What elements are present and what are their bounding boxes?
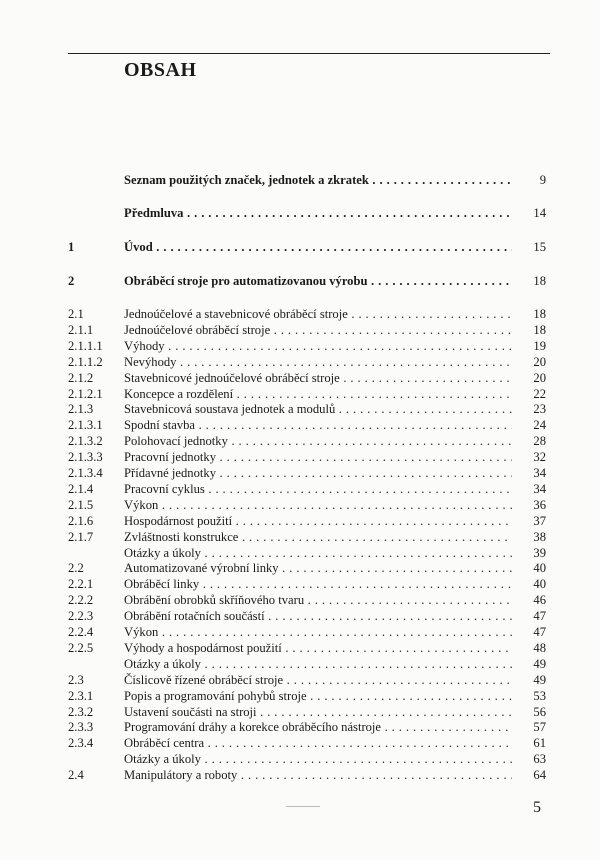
toc-entry-number: 2.1.2 [68,370,94,385]
toc-entry-number: 2.1.3.1 [68,418,103,433]
toc-entry-title: Hospodárnost použití . . [124,513,512,529]
toc-entry [68,640,548,656]
toc-entry-title: Manipulátory a roboty . . [124,767,512,783]
toc-entry-number: 2.3.1 [68,688,94,703]
toc-entry-page: 49 [533,656,546,671]
toc-entry-number: 2.2.3 [68,609,94,624]
toc-entry-number: 2.1.3 [68,402,94,417]
toc-entry-title: Výhody a hospodárnost použití . . [124,640,512,656]
toc-entry [68,370,548,386]
toc-entry-page: 28 [533,434,546,449]
toc-entry [68,576,548,592]
toc-entry-number: 2.1.6 [68,513,94,528]
toc-entry [68,481,548,497]
toc-entry-title: Polohovací jednotky . . [124,433,512,449]
toc-entry-title: Otázky a úkoly . . [124,656,512,672]
toc-entry [68,767,548,783]
toc-entry-title: Úvod . . [124,239,512,255]
toc-entry [68,401,548,417]
toc-entry-page: 64 [533,768,546,783]
toc-entry-title: Programování dráhy a korekce obráběcího nástroje . . [124,719,512,735]
toc-entry [68,513,548,529]
toc-entry-title: Koncepce a rozdělení . . [124,386,512,402]
toc-entry-title: Pracovní jednotky . . [124,449,512,465]
toc-entry [68,172,548,188]
toc-entry-title: Otázky a úkoly . . [124,751,512,767]
toc-entry [68,545,548,561]
toc-entry-page: 19 [533,338,546,353]
toc-entry-page: 36 [533,497,546,512]
toc-entry-title: Předmluva . . [124,205,512,221]
page-number: 5 [533,799,541,816]
toc-entry-page: 63 [533,752,546,767]
toc-entry-number: 2.2.4 [68,625,94,639]
toc-entry-number: 2.3.4 [68,736,94,751]
toc-entry [68,465,548,481]
toc-entry-number: 1 [68,240,75,254]
toc-entry-title: Spodní stavba . . [124,417,512,433]
toc-entry-page: 23 [533,402,546,417]
toc-entry-title: Stavebnicová soustava jednotek a modulů . . [124,401,512,417]
toc-entry-title: Jednoúčelové a stavebnicové obráběcí stroje . . [124,306,512,322]
toc-entry-page: 32 [533,450,546,465]
toc-entry-page: 18 [533,274,546,288]
toc-entry [68,656,548,672]
toc-entry-number: 2.1.5 [68,497,94,512]
toc-entry-number: 2.3.2 [68,704,94,719]
toc-entry-title: Ustavení součásti na stroji . . [124,704,512,720]
toc-entry [68,433,548,449]
toc-entry [68,751,548,767]
toc-entry-page: 34 [533,466,546,480]
toc-entry-page: 37 [533,513,546,528]
toc-entry-title: Výhody . . [124,338,512,354]
toc-entry-page: 14 [533,206,546,220]
toc-entry-title: Obrábění rotačních součástí . . [124,608,512,624]
toc-entry-page: 22 [533,386,546,401]
toc-entry-page: 34 [533,481,546,496]
toc-entry-number: 2.4 [68,768,84,783]
toc-entry [68,306,548,322]
toc-entry [68,205,548,221]
toc-entry-page: 47 [533,609,546,624]
toc-entry [68,624,548,640]
toc-entry [68,704,548,720]
toc-entry-page: 40 [533,561,546,576]
toc-entry-title: Číslicově řízené obráběcí stroje . . [124,672,512,688]
toc-entry [68,592,548,608]
toc-entry [68,560,548,576]
toc-entry-title: Popis a programování pohybů stroje . . [124,688,512,704]
toc-entry [68,608,548,624]
page-title: OBSAH [124,59,197,81]
toc-entry-number: 2.1.1 [68,322,94,337]
scan-mark [286,806,320,807]
toc-entry-number: 2.1.1.2 [68,354,103,369]
toc-entry [68,417,548,433]
toc-entry-page: 38 [533,529,546,544]
toc-entry-number: 2.1.2.1 [68,386,103,401]
toc-entry [68,273,548,289]
toc-entry-page: 20 [533,354,546,369]
toc-entry [68,735,548,751]
toc-entry-page: 39 [533,545,546,560]
toc-entry-page: 46 [533,593,546,608]
toc-entry-page: 47 [533,625,546,639]
toc-entry-title: Pracovní cyklus . . [124,481,512,497]
toc-entry [68,719,548,735]
toc-entry-page: 9 [539,173,546,187]
toc-entry-number: 2.2.1 [68,577,94,592]
toc-entry-title: Obráběcí stroje pro automatizovanou výrobu . . [124,273,512,289]
toc-entry [68,688,548,704]
toc-entry-number: 2.1.3.4 [68,466,103,480]
toc-entry-title: Obrábění obrobků skříňového tvaru . . [124,592,512,608]
toc-entry-title: Otázky a úkoly . . [124,545,512,561]
toc-entry-page: 53 [533,688,546,703]
toc-entry-page: 61 [533,736,546,751]
toc-entry-page: 15 [533,240,546,254]
toc-entry-page: 48 [533,640,546,655]
toc-entry-title: Stavebnicové jednoúčelové obráběcí stroje . . [124,370,512,386]
toc-entry-page: 20 [533,370,546,385]
toc-entry-number: 2.1.4 [68,481,94,496]
toc-entry-title: Nevýhody . . [124,354,512,370]
toc-entry-title: Výkon . . [124,624,512,640]
toc-entry-page: 56 [533,704,546,719]
toc-entry-page: 57 [533,720,546,735]
toc-entry-number: 2.3.3 [68,720,94,735]
toc-entry-number: 2.1.3.2 [68,434,103,449]
toc-entry-page: 40 [533,577,546,592]
toc-entry [68,386,548,402]
toc-entry [68,449,548,465]
toc-entry-number: 2.3 [68,672,84,687]
toc-entry [68,354,548,370]
toc-entry-number: 2.1.7 [68,529,94,544]
toc-entry-page: 24 [533,418,546,433]
toc-entry-title: Automatizované výrobní linky . . [124,560,512,576]
toc-entry [68,672,548,688]
toc-entry-number: 2.1.3.3 [68,450,103,465]
toc-entry [68,497,548,513]
toc-entry-page: 18 [533,322,546,337]
toc-entry-number: 2.2.2 [68,593,94,608]
toc-entry-number: 2 [68,274,75,288]
toc-entry-page: 49 [533,672,546,687]
toc-entry-title: Obráběcí linky . . [124,576,512,592]
toc-entry-title: Výkon . . [124,497,512,513]
toc-entry-number: 2.2.5 [68,640,94,655]
toc-entry [68,322,548,338]
toc-entry-title: Jednoúčelové obráběcí stroje . . [124,322,512,338]
toc-entry-title: Přídavné jednotky . . [124,465,512,481]
toc-entry-title: Seznam použitých značek, jednotek a zkratek . . [124,172,512,188]
toc-entry-page: 18 [533,307,546,321]
toc-entry-number: 2.2 [68,561,84,576]
toc-entry-number: 2.1.1.1 [68,338,103,353]
toc-entry-title: Zvláštnosti konstrukce . . [124,529,512,545]
toc-entry [68,239,548,255]
toc-entry [68,338,548,354]
toc-entry [68,529,548,545]
toc-entry-title: Obráběcí centra . . [124,735,512,751]
toc-entry-number: 2.1 [68,307,84,321]
